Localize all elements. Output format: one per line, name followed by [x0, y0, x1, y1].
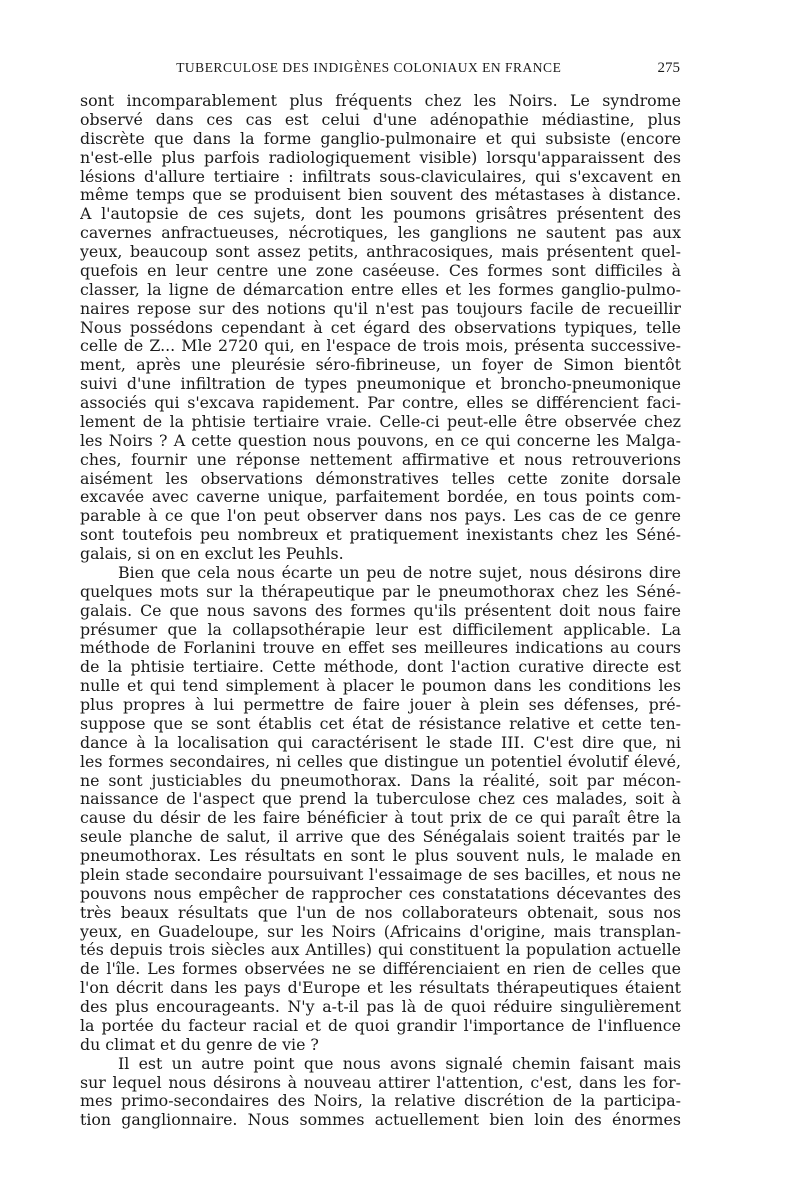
text-line: les formes secondaires, ni celles que distingue un potentiel évolutif élevé, — [80, 752, 681, 771]
text-line: plein stade secondaire poursuivant l'essaimage de ses bacilles, et nous ne — [80, 865, 681, 884]
text-line: dance à la localisation qui caractérisent le stade III. C'est dire que, ni — [80, 733, 681, 752]
text-line: lésions d'allure tertiaire : infiltrats sous-claviculaires, qui s'excavent en — [80, 167, 681, 186]
text-line: pneumothorax. Les résultats en sont le plus souvent nuls, le malade en — [80, 847, 681, 865]
text-line: pouvons nous empêcher de rapprocher ces constatations décevantes des — [80, 884, 681, 903]
text-line: galais. Ce que nous savons des formes qu'ils présentent doit nous faire — [80, 601, 681, 620]
text-line: n'est-elle plus parfois radiologiquement visible) lorsqu'apparaissent des — [80, 148, 681, 167]
text-line: des plus encourageants. N'y a-t-il pas là de quoi réduire singulièrement — [80, 998, 681, 1016]
text-line: sur lequel nous désirons à nouveau attirer l'attention, c'est, dans les for- — [80, 1073, 681, 1092]
text-line: aisément les observations démonstratives telles cette zonite dorsale — [80, 469, 681, 488]
text-line: les Noirs ? A cette question nous pouvons, en ce qui concerne les Malga- — [80, 431, 681, 450]
text-line: Il est un autre point que nous avons signalé chemin faisant mais — [118, 1054, 681, 1073]
running-head — [80, 60, 680, 84]
running-title: TUBERCULOSE DES INDIGÈNES COLONIAUX EN FRANCE — [176, 60, 562, 75]
text-line: présumer que la collapsothérapie leur est difficilement applicable. La — [80, 620, 681, 639]
text-line: Nous possédons cependant à cet égard des observations typiques, telle — [80, 318, 681, 337]
text-line: yeux, en Guadeloupe, sur les Noirs (Africains d'origine, mais transplan- — [80, 922, 681, 941]
text-line: excavée avec caverne unique, parfaitement bordée, en tous points com- — [80, 488, 681, 507]
text-line: tion ganglionnaire. Nous sommes actuellement bien loin des énormes — [80, 1111, 681, 1130]
text-line: de la phtisie tertiaire. Cette méthode, dont l'action curative directe est — [80, 658, 681, 677]
text-line: A l'autopsie de ces sujets, dont les poumons grisâtres présentent des — [80, 205, 681, 224]
text-line: même temps que se produisent bien souvent des métastases à distance. — [80, 186, 681, 205]
text-line: cause du désir de les faire bénéficier à tout prix de ce qui paraît être la — [80, 809, 681, 828]
body-text — [80, 92, 681, 1130]
text-line: naissance de l'aspect que prend la tuberculose chez ces malades, soit à — [80, 790, 681, 809]
text-line: tés depuis trois siècles aux Antilles) qui constituent la population actuelle — [80, 941, 681, 960]
text-line: observé dans ces cas est celui d'une adénopathie médiastine, plus — [80, 110, 681, 129]
text-line: très beaux résultats que l'un de nos collaborateurs obtenait, sous nos — [80, 903, 681, 922]
text-line: parable à ce que l'on peut observer dans nos pays. Les cas de ce genre — [80, 507, 681, 526]
text-line: associés qui s'excava rapidement. Par contre, elles se différencient faci- — [80, 394, 681, 412]
text-line: mes primo-secondaires des Noirs, la relative discrétion de la participa- — [80, 1092, 681, 1111]
text-line: suivi d'une infiltration de types pneumonique et broncho-pneumonique — [80, 375, 681, 394]
text-line: suppose que se sont établis cet état de résistance relative et cette ten- — [80, 714, 681, 733]
text-line: lement de la phtisie tertiaire vraie. Celle-ci peut-elle être observée chez — [80, 412, 681, 431]
text-line: ches, fournir une réponse nettement affirmative et nous retrouverions — [80, 450, 681, 469]
text-line: la portée du facteur racial et de quoi grandir l'importance de l'influence — [80, 1016, 681, 1035]
text-line: quelques mots sur la thérapeutique par le pneumothorax chez les Séné- — [80, 582, 681, 601]
text-line: classer, la ligne de démarcation entre elles et les formes ganglio-pulmo- — [80, 280, 681, 299]
text-line: seule planche de salut, il arrive que des Sénégalais soient traités par le — [80, 828, 681, 847]
text-line: cavernes anfractueuses, nécrotiques, les ganglions ne sautent pas aux — [80, 224, 681, 243]
text-line: l'on décrit dans les pays d'Europe et les résultats thérapeutiques étaient — [80, 979, 681, 998]
text-line: du climat et du genre de vie ? — [80, 1035, 319, 1054]
text-line: quefois en leur centre une zone caséeuse. Ces formes sont difficiles à — [80, 261, 681, 280]
text-line: ne sont justiciables du pneumothorax. Dans la réalité, soit par mécon- — [80, 771, 681, 790]
text-line: ment, après une pleurésie séro-fibrineuse, un foyer de Simon bientôt — [80, 356, 681, 375]
text-line: nulle et qui tend simplement à placer le poumon dans les conditions les — [80, 677, 681, 696]
text-line: celle de Z... Mle 2720 qui, en l'espace de trois mois, présenta successive- — [80, 337, 681, 356]
page-number: 275 — [657, 60, 680, 76]
text-line: Bien que cela nous écarte un peu de notre sujet, nous désirons dire — [118, 563, 681, 582]
text-line: yeux, beaucoup sont assez petits, anthracosiques, mais présentent quel- — [80, 243, 681, 261]
text-line: galais, si on en exclut les Peuhls. — [80, 545, 344, 563]
text-line: sont incomparablement plus fréquents chez les Noirs. Le syndrome — [80, 92, 681, 110]
text-line: plus propres à lui permettre de faire jouer à plein ses défenses, pré- — [80, 696, 681, 714]
text-line: discrète que dans la forme ganglio-pulmonaire et qui subsiste (encore — [80, 129, 681, 148]
text-line: méthode de Forlanini trouve en effet ses meilleures indications au cours — [80, 639, 681, 658]
text-line: sont toutefois peu nombreux et pratiquement inexistants chez les Séné- — [80, 526, 681, 545]
text-line: de l'île. Les formes observées ne se différenciaient en rien de celles que — [80, 960, 681, 979]
text-line: naires repose sur des notions qu'il n'est pas toujours facile de recueillir — [80, 299, 681, 318]
